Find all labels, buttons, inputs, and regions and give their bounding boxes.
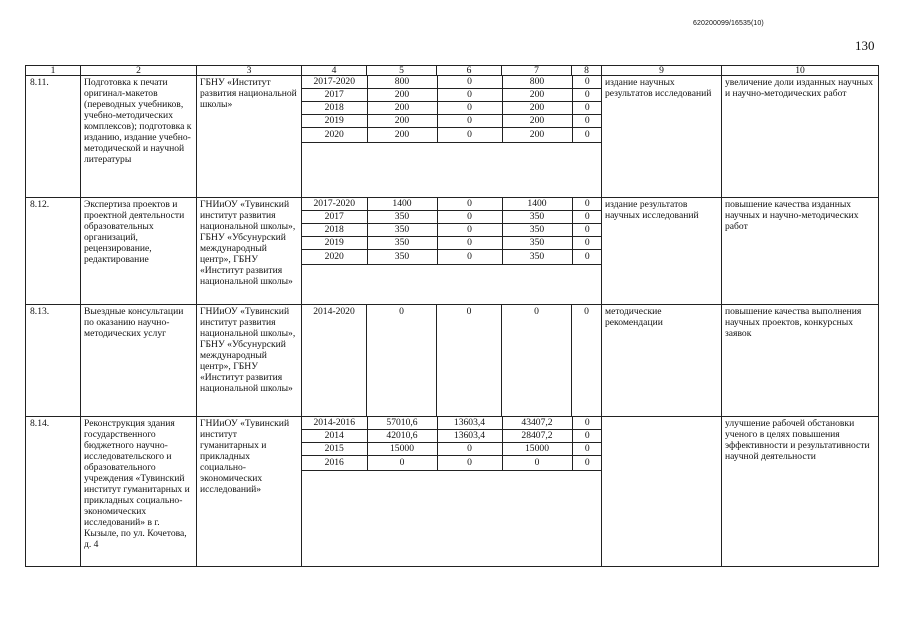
other: 0 — [572, 76, 602, 89]
item-number: 8.14. — [26, 417, 81, 567]
funding-row — [302, 430, 602, 443]
total: 800 — [367, 76, 437, 89]
other: 0 — [572, 211, 602, 224]
republic: 200 — [502, 128, 572, 143]
activity-name: Выездные консультации по оказанию научно-методических услуг — [81, 305, 197, 417]
year: 2014-2020 — [302, 305, 367, 417]
funding-row — [302, 128, 602, 143]
federal: 0 — [437, 102, 502, 115]
expected-result — [602, 417, 722, 567]
year: 2018 — [302, 224, 367, 237]
effect: увеличение доли изданных научных и научно-методических работ — [722, 76, 879, 198]
federal: 0 — [437, 76, 502, 89]
other: 0 — [572, 443, 602, 456]
column-header: 10 — [722, 66, 879, 76]
column-header: 4 — [302, 66, 367, 76]
republic: 800 — [502, 76, 572, 89]
year: 2017 — [302, 211, 367, 224]
total: 1400 — [367, 198, 437, 211]
total: 200 — [367, 102, 437, 115]
other: 0 — [572, 237, 602, 250]
executor: ГНИиОУ «Тувинский институт развития национальной школы», ГБНУ «Убсунурский международный центр», ГБНУ «Институт развития национальной школы» — [197, 198, 302, 305]
table-row — [26, 198, 879, 305]
republic: 200 — [502, 115, 572, 128]
year: 2016 — [302, 456, 367, 471]
federal: 0 — [437, 456, 502, 471]
federal: 0 — [437, 305, 502, 417]
federal: 0 — [437, 198, 502, 211]
total: 200 — [367, 89, 437, 102]
republic: 200 — [502, 102, 572, 115]
executor: ГНИиОУ «Тувинский институт гуманитарных и прикладных социально-экономических исследований» — [197, 417, 302, 567]
table-row — [26, 76, 879, 198]
column-header: 9 — [602, 66, 722, 76]
federal: 13603,4 — [437, 430, 502, 443]
item-number: 8.13. — [26, 305, 81, 417]
federal: 0 — [437, 443, 502, 456]
total: 200 — [367, 115, 437, 128]
year: 2014 — [302, 430, 367, 443]
funding-row — [302, 211, 602, 224]
table-row — [26, 417, 879, 567]
republic: 350 — [502, 211, 572, 224]
activity-name: Экспертиза проектов и проектной деятельности образовательных организаций, рецензирование, редактирование — [81, 198, 197, 305]
federal: 0 — [437, 250, 502, 265]
expected-result: издание результатов научных исследований — [602, 198, 722, 305]
other: 0 — [572, 456, 602, 471]
executor: ГНИиОУ «Тувинский институт развития национальной школы», ГБНУ «Убсунурский международный центр», ГБНУ «Институт развития национальной школы» — [197, 305, 302, 417]
total: 0 — [367, 456, 437, 471]
effect: повышение качества изданных научных и научно-методических работ — [722, 198, 879, 305]
year: 2014-2016 — [302, 417, 367, 430]
republic: 15000 — [502, 443, 572, 456]
column-header: 2 — [81, 66, 197, 76]
column-header: 7 — [502, 66, 572, 76]
funding-row — [302, 76, 602, 89]
funding-row — [302, 417, 602, 430]
other: 0 — [572, 198, 602, 211]
year: 2015 — [302, 443, 367, 456]
column-header: 3 — [197, 66, 302, 76]
funding-block — [302, 417, 602, 567]
year: 2017-2020 — [302, 198, 367, 211]
other: 0 — [572, 250, 602, 265]
column-header: 6 — [437, 66, 502, 76]
total: 15000 — [367, 443, 437, 456]
republic: 350 — [502, 237, 572, 250]
page-number: 130 — [855, 38, 875, 53]
document-id: 620200099/16535(10) — [693, 20, 764, 27]
total: 57010,6 — [367, 417, 437, 430]
federal: 0 — [437, 237, 502, 250]
year: 2019 — [302, 237, 367, 250]
column-header: 1 — [26, 66, 81, 76]
total: 350 — [367, 237, 437, 250]
total: 0 — [367, 305, 437, 417]
funding-block — [302, 76, 602, 198]
republic: 1400 — [502, 198, 572, 211]
funding-row — [302, 224, 602, 237]
funding-row — [302, 443, 602, 456]
item-number: 8.12. — [26, 198, 81, 305]
year: 2019 — [302, 115, 367, 128]
funding-row — [302, 89, 602, 102]
funding-block — [302, 198, 602, 305]
other: 0 — [572, 430, 602, 443]
funding-row — [302, 250, 602, 265]
year: 2020 — [302, 250, 367, 265]
other: 0 — [572, 305, 602, 417]
other: 0 — [572, 102, 602, 115]
other: 0 — [572, 115, 602, 128]
year: 2017-2020 — [302, 76, 367, 89]
item-number: 8.11. — [26, 76, 81, 198]
activity-name: Подготовка к печати оригинал-макетов (переводных учебников, учебно-методических комплексов); подготовка к изданию, издание учебно-методической и научной литературы — [81, 76, 197, 198]
funding-row — [302, 115, 602, 128]
expected-result: издание научных результатов исследований — [602, 76, 722, 198]
funding-row — [302, 102, 602, 115]
effect: повышение качества выполнения научных проектов, конкурсных заявок — [722, 305, 879, 417]
federal: 0 — [437, 128, 502, 143]
column-header: 8 — [572, 66, 602, 76]
activity-name: Реконструкция здания государственного бюджетного научно-исследовательского и образовательного учреждения «Тувинский институт гуманитарных и прикладных социально-экономических исследований» в г. Кызыле, по ул. Кочетова, д. 4 — [81, 417, 197, 567]
federal: 0 — [437, 211, 502, 224]
other: 0 — [572, 89, 602, 102]
table-row — [26, 305, 879, 417]
total: 350 — [367, 211, 437, 224]
total: 350 — [367, 250, 437, 265]
republic: 0 — [502, 305, 572, 417]
total: 200 — [367, 128, 437, 143]
federal: 0 — [437, 115, 502, 128]
federal: 13603,4 — [437, 417, 502, 430]
republic: 28407,2 — [502, 430, 572, 443]
republic: 200 — [502, 89, 572, 102]
other: 0 — [572, 128, 602, 143]
republic: 350 — [502, 224, 572, 237]
year: 2020 — [302, 128, 367, 143]
executor: ГБНУ «Институт развития национальной школы» — [197, 76, 302, 198]
republic: 350 — [502, 250, 572, 265]
funding-row — [302, 237, 602, 250]
expected-result: методические рекомендации — [602, 305, 722, 417]
republic: 43407,2 — [502, 417, 572, 430]
table-header-row — [26, 66, 879, 76]
other: 0 — [572, 224, 602, 237]
federal: 0 — [437, 89, 502, 102]
funding-row — [302, 198, 602, 211]
republic: 0 — [502, 456, 572, 471]
funding-row — [302, 456, 602, 471]
federal: 0 — [437, 224, 502, 237]
effect: улучшение рабочей обстановки ученого в целях повышения эффективности и результативности научной деятельности — [722, 417, 879, 567]
other: 0 — [572, 417, 602, 430]
total: 350 — [367, 224, 437, 237]
column-header: 5 — [367, 66, 437, 76]
year: 2018 — [302, 102, 367, 115]
program-table — [25, 65, 879, 567]
total: 42010,6 — [367, 430, 437, 443]
year: 2017 — [302, 89, 367, 102]
